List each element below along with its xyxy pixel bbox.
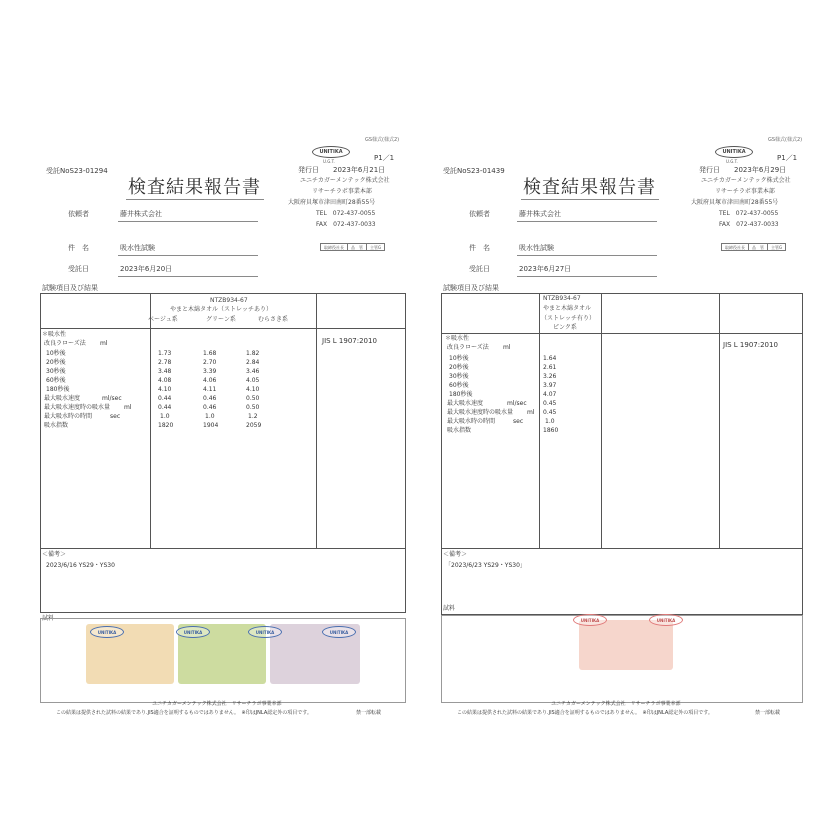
sample-logo: UNITIKA — [90, 626, 124, 638]
receipt-number: 受託NoS23-01439 — [443, 167, 505, 175]
row-unit: ml/sec — [507, 400, 527, 407]
approval-stamps — [320, 243, 385, 251]
company-fax: FAX 072-437-0033 — [719, 221, 779, 228]
row-value: 3.26 — [543, 373, 557, 380]
row-label: 最大吸水速度時の吸水量 — [44, 404, 111, 411]
row-label: 20秒後 — [46, 359, 66, 366]
category-label: ＊吸水性 — [42, 331, 67, 338]
row-value: 3.97 — [543, 382, 557, 389]
subject-underline — [517, 255, 657, 256]
form-code: GS様式(様式2) — [768, 137, 803, 143]
row-value: 2.78 — [158, 359, 172, 366]
row-value: 1.0 — [205, 413, 215, 420]
received-value: 2023年6月27日 — [519, 265, 572, 273]
report-sheet-right — [423, 128, 813, 728]
footer-restriction: 禁一部転載 — [356, 710, 382, 716]
row-value: 3.48 — [158, 368, 172, 375]
unitika-logo-sub: U.G.T. — [726, 159, 738, 164]
category-label: ＊吸水性 — [445, 335, 470, 342]
company-tel: TEL 072-437-0055 — [719, 210, 779, 217]
received-value: 2023年6月20日 — [120, 265, 173, 273]
row-unit: ml — [124, 404, 132, 411]
row-value: 1.73 — [158, 350, 172, 357]
client-label: 依頼者 — [68, 210, 89, 218]
row-label: 最大吸水速度 — [44, 395, 81, 402]
remarks-value: 2023/6/16 YS29・YS30 — [46, 562, 115, 569]
issue-date: 発行日 2023年6月21日 — [298, 166, 386, 174]
company-tel: TEL 072-437-0055 — [316, 210, 376, 217]
report-sheet-left — [20, 128, 410, 728]
jis-standard: JIS L 1907:2010 — [723, 341, 778, 349]
stamp-qc: 品 管 — [749, 244, 768, 250]
form-code: GS様式(様式2) — [365, 137, 400, 143]
row-value: 0.46 — [203, 404, 217, 411]
row-label: 吸水指数 — [447, 427, 472, 434]
method-unit: ml — [100, 340, 108, 347]
sample-logo: UNITIKA — [649, 614, 683, 626]
row-value: 1904 — [203, 422, 219, 429]
row-value: 4.08 — [158, 377, 172, 384]
page-number: P1／1 — [777, 154, 798, 162]
stamp-president: 取締役社長 — [722, 244, 749, 250]
row-value: 1.0 — [545, 418, 555, 425]
received-label: 受託日 — [68, 265, 89, 273]
row-value: 1860 — [543, 427, 559, 434]
department-name: リサーチラボ事業本部 — [715, 188, 775, 195]
client-label: 依頼者 — [469, 210, 490, 218]
row-unit: sec — [513, 418, 524, 425]
footer-note: この結果は提供された試料の結果であり.JIS適合を証明するものではありません。 ※印はJNLA認定外の項目です。 — [56, 710, 312, 716]
issue-date: 発行日 2023年6月29日 — [699, 166, 787, 174]
row-value: 2.61 — [543, 364, 557, 371]
row-label: 最大吸水時の時間 — [447, 418, 496, 425]
row-value: 1820 — [158, 422, 174, 429]
sample-name: やまと木綿タオル — [543, 305, 592, 312]
remarks-label: ＜備考＞ — [42, 551, 67, 558]
sample-name-2: （ストレッチ有り） — [541, 315, 595, 322]
row-value: 0.44 — [158, 404, 172, 411]
sample-code: NTZB934-67 — [210, 297, 248, 304]
footer-company: ユニチカガーメンテック株式会社 リサーチラボ事業本部 — [551, 701, 681, 707]
department-name: リサーチラボ事業本部 — [312, 188, 372, 195]
jis-standard: JIS L 1907:2010 — [322, 337, 377, 345]
row-value: 0.45 — [543, 409, 557, 416]
sample-label: 試料 — [443, 605, 456, 612]
footer-restriction: 禁一部転載 — [755, 710, 781, 716]
row-label: 30秒後 — [449, 373, 469, 380]
row-value: 4.10 — [158, 386, 172, 393]
stamp-president: 取締役社長 — [321, 244, 348, 250]
footer-company: ユニチカガーメンテック株式会社 リサーチラボ事業本部 — [152, 701, 282, 707]
client-value: 藤井株式会社 — [519, 210, 561, 218]
sample-logo: UNITIKA — [573, 614, 607, 626]
row-value: 0.46 — [203, 395, 217, 402]
sample-name: やまと木綿タオル（ストレッチあり） — [170, 306, 272, 313]
row-value: 4.11 — [203, 386, 217, 393]
row-label: 180秒後 — [46, 386, 70, 393]
method-unit: ml — [503, 344, 511, 351]
subject-label: 件 名 — [68, 244, 89, 252]
row-value: 1.0 — [160, 413, 170, 420]
row-value: 1.64 — [543, 355, 557, 362]
approval-stamps — [721, 243, 786, 251]
company-address: 大阪府貝塚市津田南町28番55号 — [288, 199, 376, 206]
received-underline — [517, 276, 657, 277]
row-label: 20秒後 — [449, 364, 469, 371]
row-label: 10秒後 — [46, 350, 66, 357]
row-value: 0.50 — [246, 395, 260, 402]
subject-value: 吸水性試験 — [120, 244, 155, 252]
footer-note: この結果は提供された試料の結果であり.JIS適合を証明するものではありません。 ※印はJNLA認定外の項目です。 — [457, 710, 713, 716]
row-label: 10秒後 — [449, 355, 469, 362]
unitika-logo: UNITIKA — [715, 146, 753, 158]
method-label: 改良ラローズ法 — [447, 344, 489, 351]
stamp-manager: 主管G — [370, 245, 382, 250]
title-underline — [126, 199, 264, 200]
sample-logo: UNITIKA — [248, 626, 282, 638]
row-value: 2.70 — [203, 359, 217, 366]
remarks-label: ＜備考＞ — [443, 551, 468, 558]
page-number: P1／1 — [374, 154, 395, 162]
received-underline — [118, 276, 258, 277]
row-unit: sec — [110, 413, 121, 420]
sample-logo: UNITIKA — [322, 626, 356, 638]
sample-logo: UNITIKA — [176, 626, 210, 638]
row-label: 最大吸水速度 — [447, 400, 484, 407]
client-value: 藤井株式会社 — [120, 210, 162, 218]
column-beige: ベージュ系 — [148, 316, 178, 323]
row-unit: ml/sec — [102, 395, 122, 402]
row-value: 3.46 — [246, 368, 260, 375]
stamp-manager: 主管G — [771, 245, 783, 250]
subject-value: 吸水性試験 — [519, 244, 554, 252]
row-label: 60秒後 — [46, 377, 66, 384]
column-green: グリーン系 — [206, 316, 236, 323]
section-title: 試験項目及び結果 — [42, 284, 98, 292]
row-label: 60秒後 — [449, 382, 469, 389]
row-value: 4.05 — [246, 377, 260, 384]
row-value: 2.84 — [246, 359, 260, 366]
method-label: 改良ラローズ法 — [44, 340, 86, 347]
unitika-logo-sub: U.G.T. — [323, 159, 335, 164]
company-address: 大阪府貝塚市津田南町28番55号 — [691, 199, 779, 206]
unitika-logo: UNITIKA — [312, 146, 350, 158]
receipt-number: 受託NoS23-01294 — [46, 167, 108, 175]
sample-code: NTZB934-67 — [543, 295, 581, 302]
subject-label: 件 名 — [469, 244, 490, 252]
column-pink: ピンク系 — [553, 324, 577, 331]
row-value: 1.68 — [203, 350, 217, 357]
row-value: 1.82 — [246, 350, 260, 357]
company-name: ユニチカガーメンテック株式会社 — [300, 177, 390, 184]
company-name: ユニチカガーメンテック株式会社 — [701, 177, 791, 184]
row-value: 2059 — [246, 422, 262, 429]
company-fax: FAX 072-437-0033 — [316, 221, 376, 228]
row-label: 180秒後 — [449, 391, 473, 398]
page-title: 検査結果報告書 — [523, 177, 656, 198]
client-underline — [118, 221, 258, 222]
row-label: 最大吸水速度時の吸水量 — [447, 409, 514, 416]
row-label: 30秒後 — [46, 368, 66, 375]
row-value: 0.50 — [246, 404, 260, 411]
swatch-pink — [579, 620, 673, 670]
subject-underline — [118, 255, 258, 256]
row-value: 1.2 — [248, 413, 258, 420]
row-value: 4.10 — [246, 386, 260, 393]
row-value: 3.39 — [203, 368, 217, 375]
row-label: 吸水指数 — [44, 422, 69, 429]
section-title: 試験項目及び結果 — [443, 284, 499, 292]
row-value: 4.06 — [203, 377, 217, 384]
row-value: 0.44 — [158, 395, 172, 402]
title-underline — [521, 199, 659, 200]
client-underline — [517, 221, 657, 222]
row-unit: ml — [527, 409, 535, 416]
column-purple: むらさき系 — [258, 316, 289, 323]
row-label: 最大吸水時の時間 — [44, 413, 93, 420]
sample-label: 試料 — [42, 615, 55, 622]
received-label: 受託日 — [469, 265, 490, 273]
page-title: 検査結果報告書 — [128, 177, 261, 198]
remarks-value: 「2023/6/23 YS29・YS30」 — [445, 562, 526, 569]
stamp-qc: 品 管 — [348, 244, 367, 250]
row-value: 4.07 — [543, 391, 557, 398]
row-value: 0.45 — [543, 400, 557, 407]
